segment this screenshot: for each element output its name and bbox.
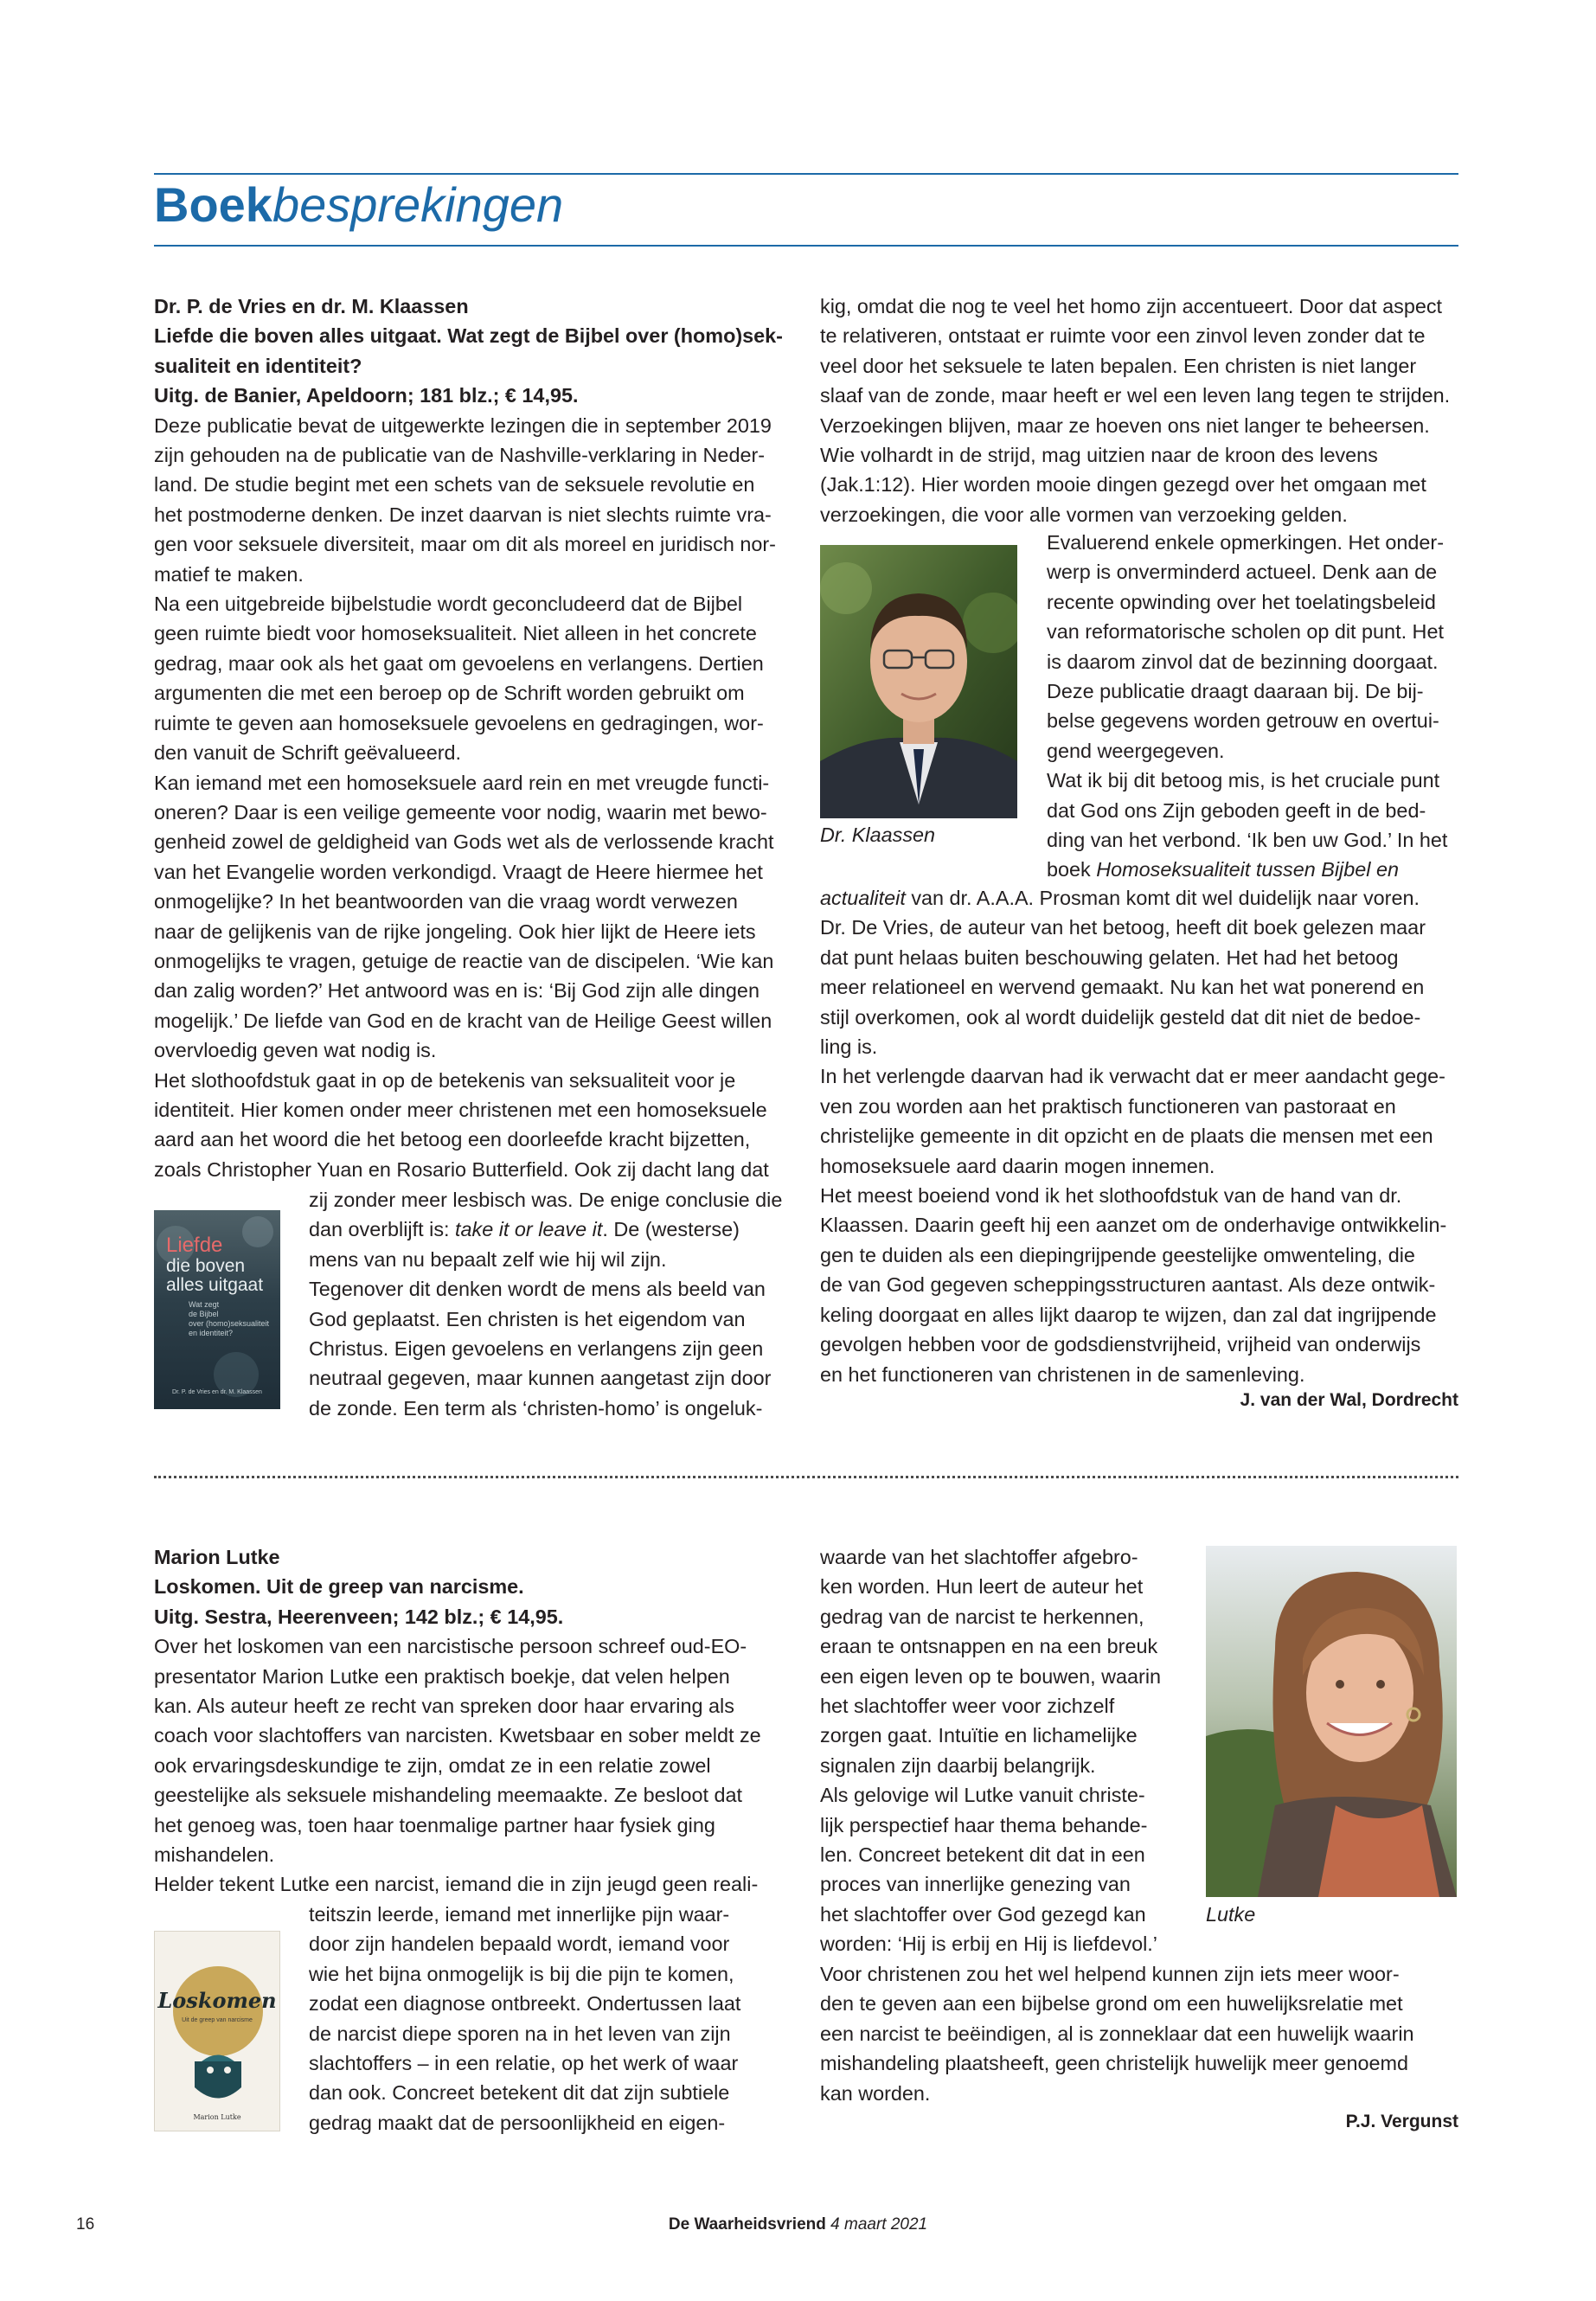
review1-wrap-line: recente opwinding over het toelatingsbeleid: [1047, 590, 1436, 613]
review1-body-line: onmogelijks te vragen, getuige de reactie van de discipelen. ‘Wie kan: [154, 949, 774, 972]
review1-wrap-line: Evaluerend enkele opmerkingen. Het onder-: [1047, 531, 1444, 554]
review1-wrap-line-part: dan overblijft is:: [309, 1218, 456, 1241]
review1-wrap-line: Deze publicatie draagt daaraan bij. De bij-: [1047, 680, 1424, 703]
review1-body-line: In het verlengde daarvan had ik verwacht dat er meer aandacht gege-: [820, 1065, 1445, 1088]
review2-left-column: [154, 1542, 761, 1900]
review1-body-line: ven zou worden aan het praktisch functioneren van pastoraat en: [820, 1094, 1396, 1118]
lutke-caption: Lutke: [1206, 1903, 1256, 1926]
review1-cover-title-1: Liefde: [166, 1234, 223, 1257]
review1-body-line: stijl overkomen, ook al wordt duidelijk gesteld dat dit niet de bedoe-: [820, 1005, 1421, 1029]
review2-wrap-line: een eigen leven op te bouwen, waarin: [820, 1664, 1162, 1688]
review1-right-line-part: van dr. A.A.A. Prosman komt dit wel duidelijk naar voren.: [905, 887, 1420, 909]
review1-body-line: zijn gehouden na de publicatie van de Nashville-verklaring in Neder-: [154, 444, 766, 467]
review1-body-line: Wie volhardt in de strijd, mag uitzien naar de kroon des levens: [820, 444, 1378, 467]
review1-wrap-italic: Homoseksualiteit tussen Bijbel en: [1096, 858, 1399, 881]
review1-body-left: [154, 411, 783, 1185]
header-bottom-rule: [154, 245, 1458, 247]
review2-cover-subtitle: Uit de greep van narcisme: [182, 2017, 253, 2023]
review1-body-line: zoals Christopher Yuan en Rosario Butterfield. Ook zij dacht lang dat: [154, 1157, 769, 1181]
review1-wrap-line-italic: [309, 1215, 782, 1244]
review2-book-title: Loskomen. Uit de greep van narcisme.: [154, 1575, 524, 1599]
review2-book-cover-art: [155, 1932, 280, 2131]
review-divider: [154, 1476, 1458, 1478]
review1-body-line: gedrag, maar ook als het gaat om gevoelens en verlangens. Dertien: [154, 651, 764, 675]
review2-body-line: kan. Als auteur heeft ze recht van spreken door haar ervaring als: [154, 1695, 734, 1718]
review2-body-left: [154, 1631, 761, 1900]
review1-body-line: dat punt helaas buiten beschouwing gelaten. Het had het betoog: [820, 945, 1399, 969]
lutke-photo: [1206, 1546, 1457, 1897]
review2-cover-author: Marion Lutke: [193, 2113, 241, 2121]
review1-body-line: Het slothoofdstuk gaat in op de betekenis van seksualiteit voor je: [154, 1068, 736, 1092]
review1-body-line: slaaf van de zonde, maar heeft er wel een leven lang tegen te strijden.: [820, 384, 1451, 407]
review1-body-line: Deze publicatie bevat de uitgewerkte lezingen die in september 2019: [154, 413, 772, 437]
review1-book-title-line: sualiteit en identiteit?: [154, 354, 362, 377]
review2-right-wrap: [820, 1542, 1161, 1959]
review2-wrap-line: waarde van het slachtoffer afgebro-: [820, 1546, 1138, 1568]
review1-right-rest-lines: [820, 913, 1446, 1389]
review1-body-line: Dr. De Vries, de auteur van het betoog, heeft dit boek gelezen maar: [820, 916, 1426, 939]
review1-right-wrap: [1047, 528, 1447, 885]
review1-body-line: gevolgen hebben voor de godsdienstvrijheid, vrijheid van onderwijs: [820, 1333, 1421, 1356]
review1-body-line: onmogelijke? In het beantwoorden van die vraag wordt verwezen: [154, 890, 738, 913]
review1-body-line: het postmoderne denken. De inzet daarvan is niet slechts ruimte vra-: [154, 503, 772, 526]
review2-right-rest: [820, 1959, 1414, 2108]
section-title-italic: besprekingen: [272, 177, 564, 232]
review1-cover-subtitle-line: over (homo)seksualiteit: [189, 1319, 270, 1328]
review1-body-line: Klaassen. Daarin geeft hij een aanzet om de onderhavige ontwikkelin-: [820, 1214, 1447, 1237]
lutke-portrait: [1206, 1546, 1457, 1897]
review2-wrap-line: wie het bijna onmogelijk is bij die pijn te komen,: [309, 1962, 734, 1985]
review1-body-line: overvloedig geven wat nodig is.: [154, 1039, 437, 1062]
review1-body-line: identiteit. Hier komen onder meer christenen met een homoseksuele: [154, 1098, 767, 1121]
review1-body-line: veel door het seksuele te laten bepalen. Een christen is niet langer: [820, 354, 1417, 377]
klaassen-caption: Dr. Klaassen: [820, 824, 936, 846]
review1-wrap-line: God geplaatst. Een christen is het eigendom van: [309, 1307, 746, 1330]
review1-wrap-line: de zonde. Een term als ‘christen-homo’ is ongeluk-: [309, 1396, 763, 1420]
review1-body-line: de van God gegeven scheppingsstructuren aantast. Als deze ontwik-: [820, 1273, 1436, 1297]
review2-right-rest-lines: [820, 1959, 1414, 2108]
review1-right-line-italic: [820, 883, 1446, 913]
page-number: 16: [76, 2215, 95, 2234]
review2-body-line: Voor christenen zou het wel helpend kunnen zijn iets meer woor-: [820, 1963, 1400, 1985]
review2-wrap-line: signalen zijn daarbij belangrijk.: [820, 1753, 1096, 1777]
review1-body-line: (Jak.1:12). Hier worden mooie dingen gezegd over het omgaan met: [820, 473, 1426, 497]
review1-cover-title-2: die boven: [166, 1256, 246, 1276]
review2-wrap-line: proces van innerlijke genezing van: [820, 1873, 1131, 1896]
review2-body-line: kan worden.: [820, 2081, 931, 2105]
review1-body-line: christelijke gemeente in dit opzicht en de plaats die mensen met een: [820, 1125, 1433, 1148]
review1-right-wrap-last: [1047, 855, 1447, 884]
review1-body-right-top: [820, 292, 1450, 529]
review2-body-line: mishandelen.: [154, 1843, 275, 1867]
review1-body-line: den vanuit de Schrift geëvalueerd.: [154, 741, 461, 765]
review1-body-line: te relativeren, ontstaat er ruimte voor een zinvol leven zonder dat te: [820, 324, 1426, 348]
review2-right-wrap-lines: [820, 1542, 1161, 1959]
review1-body-line: gen voor seksuele diversiteit, maar om dit als moreel en juridisch nor-: [154, 533, 776, 556]
review2-wrap-line: gedrag van de narcist te herkennen,: [820, 1605, 1144, 1628]
review1-authors: Dr. P. de Vries en dr. M. Klaassen: [154, 295, 469, 317]
review2-wrap-line: de narcist diepe sporen na in het leven van zijn: [309, 2022, 731, 2045]
review1-wrap-line: dat God ons Zijn geboden geeft in de bed-: [1047, 798, 1426, 822]
review1-cover-subtitle: [189, 1300, 269, 1338]
review2-body-line: een narcist te beëindigen, al is zonneklaar dat een huwelijk waarin: [820, 2022, 1414, 2045]
section-title-bold: Boek: [154, 177, 272, 232]
review1-wrap-line: werp is onverminderd actueel. Denk aan de: [1047, 561, 1438, 584]
review1-right-italic: actualiteit: [820, 887, 906, 909]
review2-body-line: geestelijke als seksuele mishandeling meemaakte. Ze besloot dat: [154, 1784, 743, 1807]
review1-body-line: en het functioneren van christenen in de samenleving.: [820, 1362, 1305, 1386]
review1-body-line: genheid zowel de geldigheid van Gods wet als de verlossende kracht: [154, 830, 774, 854]
review1-body-line: argumenten die met een beroep op de Schrift worden gebruikt om: [154, 682, 745, 705]
review1-body-line: Het meest boeiend vond ik het slothoofdstuk van de hand van dr.: [820, 1184, 1402, 1208]
review1-wrap-line: gend weergegeven.: [1047, 739, 1225, 762]
review2-body-line: mishandeling plaatsheeft, geen christelijk huwelijk meer genoemd: [820, 2052, 1409, 2075]
review1-cover-subtitle-line: en identiteit?: [189, 1329, 234, 1337]
review1-body-line: keling doorgaat en alles lijkt daarop te wijzen, dan zal dat ingrijpende: [820, 1303, 1437, 1326]
review2-signature: P.J. Vergunst: [1345, 2112, 1458, 2131]
review1-body-line: land. De studie begint met een schets van de seksuele revolutie en: [154, 473, 755, 497]
review1-left-wrap: [309, 1185, 782, 1423]
review1-body-line: ling is.: [820, 1035, 878, 1059]
review1-right-rest: [820, 883, 1446, 1389]
review2-wrap-line: eraan te ontsnappen en na een breuk: [820, 1635, 1158, 1658]
review2-wrap-line: zodat een diagnose ontbreekt. Ondertussen laat: [309, 1992, 741, 2016]
review1-cover-subtitle-line: de Bijbel: [189, 1310, 219, 1318]
review2-wrap-line: len. Concreet betekent dit dat in een: [820, 1843, 1145, 1867]
section-title: [154, 175, 563, 235]
review2-author: Marion Lutke: [154, 1546, 280, 1568]
review2-left-wrap-lines: [309, 1900, 740, 2138]
review2-publisher: Uitg. Sestra, Heerenveen; 142 blz.; € 14,95.: [154, 1605, 564, 1628]
review1-wrap-italic: take it or leave it: [455, 1218, 603, 1241]
footer-date: 4 maart 2021: [830, 2215, 928, 2234]
review1-wrap-line: belse gegevens worden getrouw en overtui-: [1047, 709, 1439, 733]
review2-wrap-line: dan ook. Concreet betekent dit dat zijn subtiele: [309, 2081, 730, 2105]
review1-wrap-line: ding van het verbond. ‘Ik ben uw God.’ In het: [1047, 829, 1448, 852]
review2-wrap-line: lijk perspectief haar thema behande-: [820, 1813, 1148, 1836]
klaassen-portrait: [820, 545, 1017, 818]
review2-wrap-line: zorgen gaat. Intuïtie en lichamelijke: [820, 1724, 1138, 1747]
review1-body-line: kig, omdat die nog te veel het homo zijn accentueert. Door dat aspect: [820, 295, 1443, 317]
review1-wrap-line-part: . De (westerse): [602, 1218, 740, 1241]
review1-wrap-line: Tegenover dit denken wordt de mens als beeld van: [309, 1278, 766, 1301]
review1-publisher: Uitg. de Banier, Apeldoorn; 181 blz.; € 14,95.: [154, 384, 579, 407]
review1-body-line: Na een uitgebreide bijbelstudie wordt geconcludeerd dat de Bijbel: [154, 593, 743, 616]
review1-book-title-line: Liefde die boven alles uitgaat. Wat zegt de Bijbel over (homo)sek-: [154, 324, 783, 348]
review2-wrap-line: het slachtoffer over God gezegd kan: [820, 1902, 1146, 1926]
review1-wrap-line: Wat ik bij dit betoog mis, is het cruciale punt: [1047, 769, 1440, 792]
review2-wrap-line: het slachtoffer weer voor zichzelf: [820, 1695, 1115, 1718]
review2-body-line: het genoeg was, toen haar toenmalige partner haar fysiek ging: [154, 1813, 715, 1836]
review1-wrap-line-part: boek: [1047, 858, 1097, 881]
review1-body-line: dan zalig worden?’ Het antwoord was en is: ‘Bij God zijn alle dingen: [154, 979, 760, 1003]
review1-body-line: homoseksuele aard daarin mogen innemen.: [820, 1154, 1215, 1177]
review1-body-line: meer relationeel en wervend gemaakt. Nu kan het wat ponerend en: [820, 976, 1425, 999]
review1-body-line: van het Evangelie worden verkondigd. Vraagt de Heere hiermee het: [154, 860, 763, 883]
review1-left-column: [154, 292, 783, 1184]
review1-wrap-line: is daarom zinvol dat de bezinning doorgaat.: [1047, 650, 1439, 673]
review2-cover-title: Loskomen: [157, 1988, 277, 2013]
review1-cover-subtitle-line: Wat zegt: [189, 1300, 220, 1309]
review1-cover-title-3: alles uitgaat: [166, 1275, 264, 1295]
review1-body-line: verzoekingen, die voor alle vormen van verzoeking gelden.: [820, 503, 1348, 526]
review2-wrap-line: Als gelovige wil Lutke vanuit christe-: [820, 1784, 1145, 1807]
review1-body-line: naar de gelijkenis van de rijke jongeling. Ook hier lijkt de Heere iets: [154, 920, 756, 943]
review2-wrap-line: worden: ‘Hij is erbij en Hij is liefdevol.’: [820, 1932, 1157, 1956]
review2-body-line: ook ervaringsdeskundige te zijn, omdat ze in een relatie zowel: [154, 1753, 711, 1777]
review2-wrap-line: ken worden. Hun leert de auteur het: [820, 1575, 1144, 1599]
review1-right-column: [820, 292, 1450, 529]
klaassen-photo: [820, 545, 1017, 818]
review2-body-line: den te geven aan een bijbelse grond om een huwelijksrelatie met: [820, 1992, 1403, 2016]
review1-body-line: oneren? Daar is een veilige gemeente voor nodig, waarin met bewo-: [154, 800, 767, 824]
review2-left-wrap: [309, 1900, 740, 2138]
review1-body-line: mogelijk.’ De liefde van God en de kracht van de Heilige Geest willen: [154, 1009, 772, 1032]
review2-body-line: Helder tekent Lutke een narcist, iemand die in zijn jeugd geen reali-: [154, 1873, 759, 1896]
review1-book-cover: [154, 1210, 280, 1409]
review2-body-line: coach voor slachtoffers van narcisten. Kwetsbaar en sober meldt ze: [154, 1724, 761, 1747]
review2-wrap-line: door zijn handelen bepaald wordt, iemand voor: [309, 1932, 730, 1956]
review2-wrap-line: teitszin leerde, iemand met innerlijke pijn waar-: [309, 1903, 730, 1926]
review2-wrap-line: gedrag maakt dat de persoonlijkheid en eigen-: [309, 2111, 726, 2134]
review1-wrap-line: zij zonder meer lesbisch was. De enige conclusie die: [309, 1189, 783, 1211]
review2-body-line: presentator Marion Lutke een praktisch boekje, dat velen helpen: [154, 1664, 730, 1688]
review1-body-line: Verzoekingen blijven, maar ze hoeven ons niet langer te beheersen.: [820, 413, 1430, 437]
review1-body-line: Kan iemand met een homoseksuele aard rein en met vreugde functi-: [154, 771, 770, 794]
review1-body-line: aard aan het woord die het betoog een doorleefde kracht bijzetten,: [154, 1128, 751, 1151]
review1-wrap-line: van reformatorische scholen op dit punt. Het: [1047, 620, 1444, 644]
review1-body-line: gen te duiden als een diepingrijpende geestelijke omwenteling, die: [820, 1243, 1415, 1266]
review1-body-line: ruimte te geven aan homoseksuele gevoelens en gedragingen, wor-: [154, 711, 764, 734]
review1-wrap-line: neutraal gegeven, maar kunnen aangetast zijn door: [309, 1367, 772, 1390]
review2-body-line: Over het loskomen van een narcistische persoon schreef oud-EO-: [154, 1635, 747, 1658]
review1-wrap-line: mens van nu bepaalt zelf wie hij wil zijn.: [309, 1247, 667, 1271]
review1-right-wrap-lines: [1047, 528, 1447, 855]
review1-body-line: geen ruimte biedt voor homoseksualiteit. Niet alleen in het concrete: [154, 622, 757, 645]
review1-cover-authors: Dr. P. de Vries en dr. M. Klaassen: [172, 1389, 262, 1395]
review2-wrap-line: slachtoffers – in een relatie, op het werk of waar: [309, 2052, 739, 2075]
review1-wrap-line: Christus. Eigen gevoelens en verlangens zijn geen: [309, 1337, 764, 1361]
review2-book-cover: [154, 1931, 280, 2131]
footer-publication-name: De Waarheidsvriend: [668, 2215, 826, 2234]
review1-signature: J. van der Wal, Dordrecht: [1240, 1390, 1458, 1410]
review1-body-line: matief te maken.: [154, 562, 304, 586]
footer-publication: [0, 2214, 1596, 2235]
